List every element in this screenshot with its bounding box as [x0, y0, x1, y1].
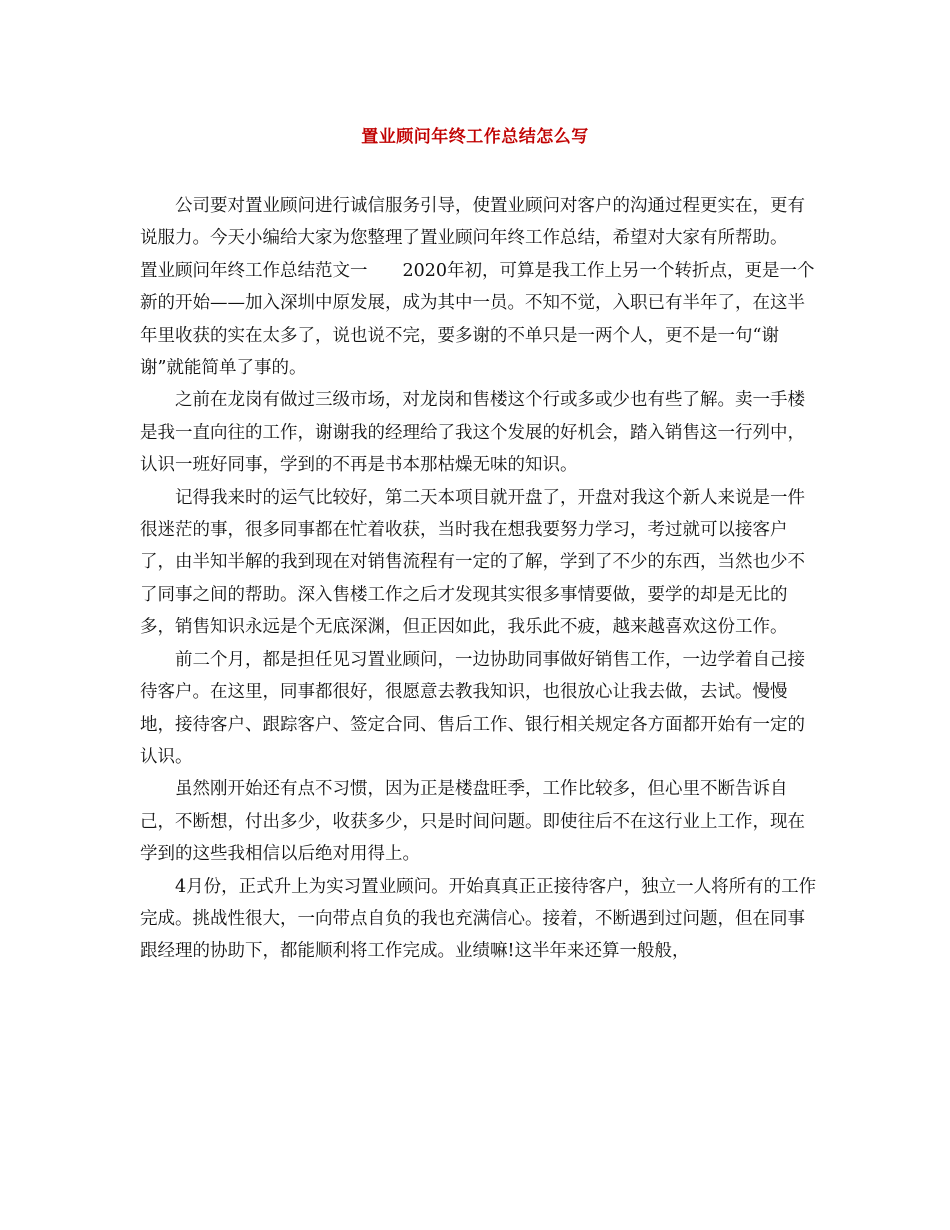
paragraph: 4月份，正式升上为实习置业顾问。开始真真正正接待客户，独立一人将所有的工作完成。挑战性很大，一向带点自负的我也充满信心。接着，不断遇到过问题，但在同事跟经理的协助下，都能顺利将工作完成。业绩嘛!这半年来还算一般般，	[140, 876, 817, 962]
paragraph-intro: 公司要对置业顾问进行诚信服务引导，使置业顾问对客户的沟通过程更实在，更有说服力。今天小编给大家为您整理了置业顾问年终工作总结，希望对大家有所帮助。	[140, 196, 805, 249]
paragraph: 之前在龙岗有做过三级市场，对龙岗和售楼这个行或多或少也有些了解。卖一手楼是我一直向往的工作，谢谢我的经理给了我这个发展的好机会，踏入销售这一行列中，认识一班好同事，学到的不再是书本那枯燥无味的知识。	[140, 390, 805, 476]
paragraph: 虽然刚开始还有点不习惯，因为正是楼盘旺季，工作比较多，但心里不断告诉自己，不断想，付出多少，收获多少，只是时间问题。即使往后不在这行业上工作，现在学到的这些我相信以后绝对用得上。	[140, 779, 805, 865]
paragraph: 记得我来时的运气比较好，第二天本项目就开盘了，开盘对我这个新人来说是一件很迷茫的事，很多同事都在忙着收获，当时我在想我要努力学习，考过就可以接客户了，由半知半解的我到现在对销售流程有一定的了解，学到了不少的东西，当然也少不了同事之间的帮助。深入售楼工作之后才发现其实很多事情要做，要学的却是无比的多，销售知识永远是个无底深渊，但正因如此，我乐此不疲，越来越喜欢这份工作。	[140, 487, 805, 638]
document-title: 置业顾问年终工作总结怎么写	[361, 127, 589, 147]
paragraph: 前二个月，都是担任见习置业顾问，一边协助同事做好销售工作，一边学着自己接待客户。在这里，同事都很好，很愿意去教我知识，也很放心让我去做，去试。慢慢地，接待客户、跟踪客户、签定合同、售后工作、银行相关规定各方面都开始有一定的认识。	[140, 649, 805, 767]
document-body	[140, 190, 820, 968]
paragraph-sample-heading: 置业顾问年终工作总结范文一 2020年初，可算是我工作上另一个转折点，更是一个新的开始——加入深圳中原发展，成为其中一员。不知不觉，入职已有半年了，在这半年里收获的实在太多了，说也说不完，要多谢的不单只是一两个人，更不是一句“谢谢”就能简单了事的。	[140, 260, 815, 379]
